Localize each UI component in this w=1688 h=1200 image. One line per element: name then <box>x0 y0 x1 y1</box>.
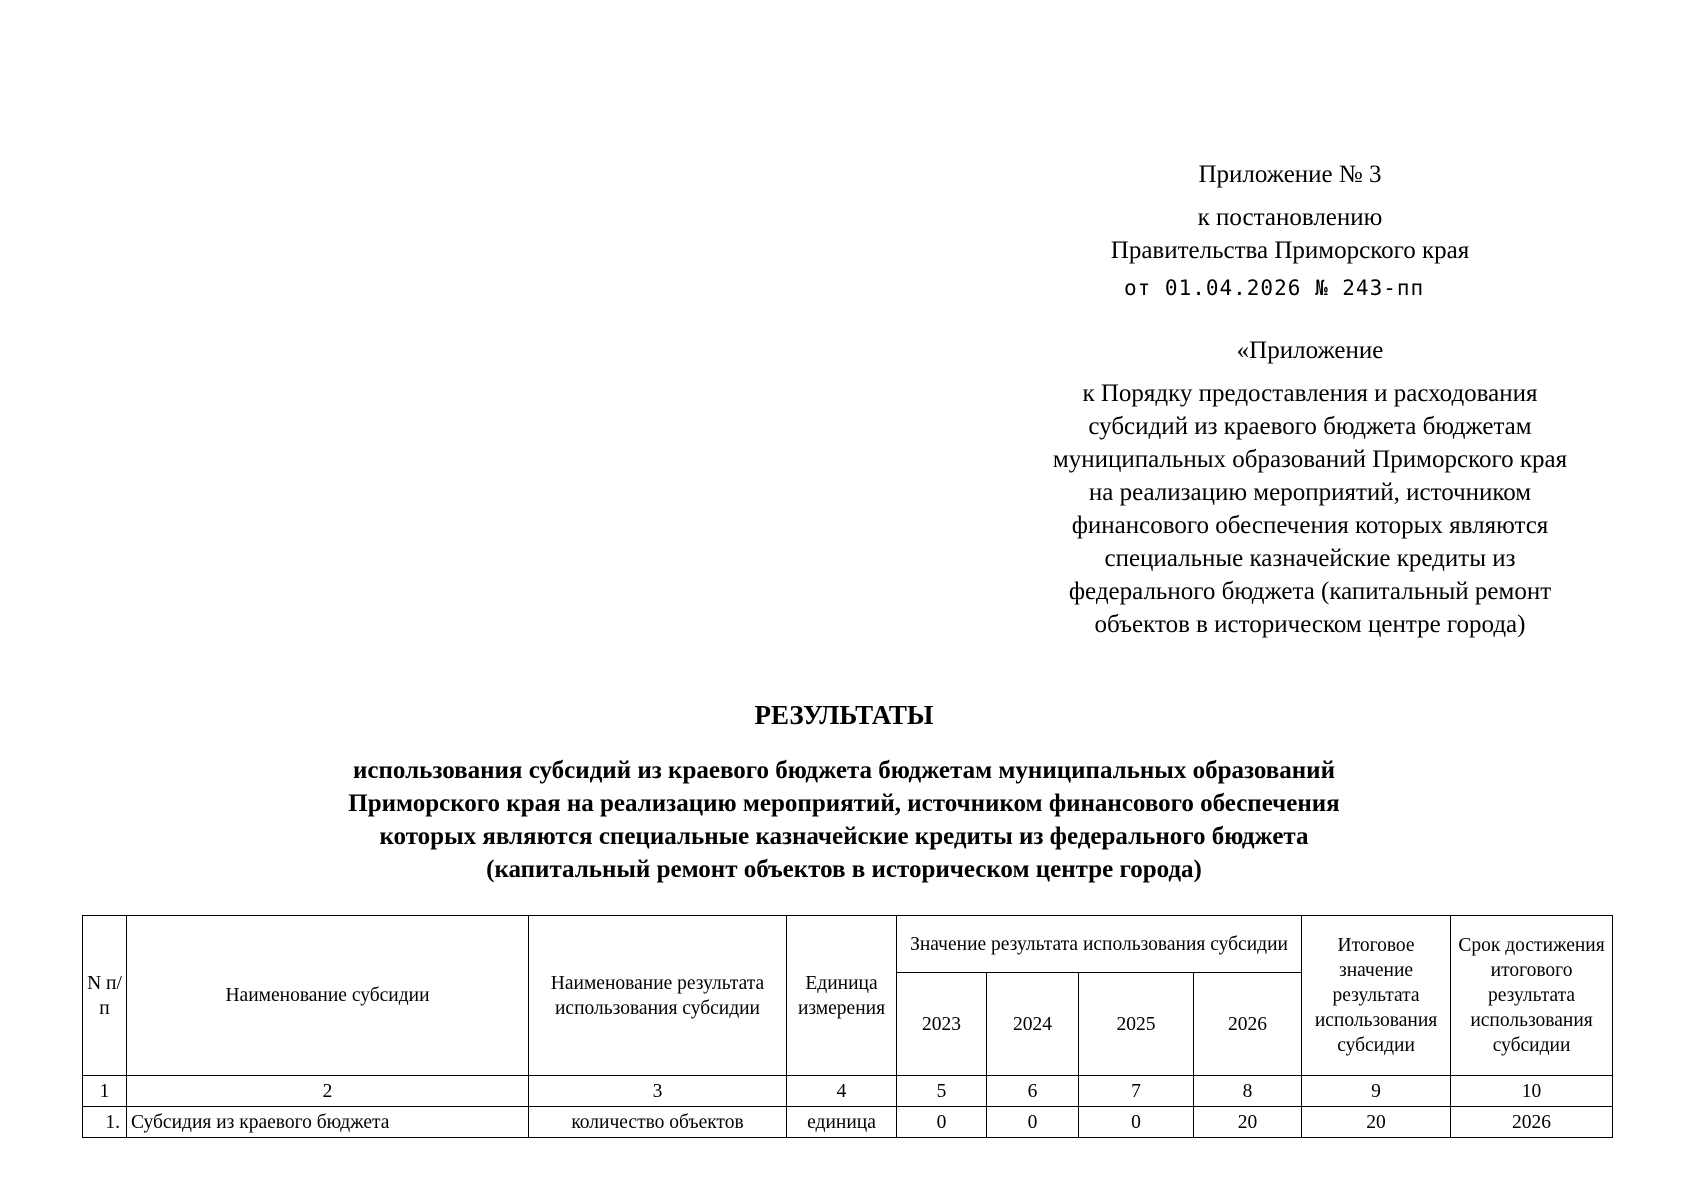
cell-result-name: количество объектов <box>529 1107 787 1138</box>
header-year: 2023 <box>897 973 987 1076</box>
column-number: 7 <box>1079 1076 1194 1107</box>
cell-num: 1. <box>83 1107 127 1138</box>
document-subtitle-line: которых являются специальные казначейские кредиты из федерального бюджета <box>379 823 1309 850</box>
inner-appendix-line: специальные казначейские кредиты из <box>1104 545 1516 572</box>
appendix-header <box>980 158 1600 267</box>
header-result-name: Наименование результата использования субсидии <box>529 916 787 1076</box>
inner-appendix-line: муниципальных образований Приморского края <box>1052 446 1568 473</box>
inner-appendix-header <box>1010 334 1610 641</box>
inner-appendix-title: «Приложение <box>1236 337 1384 364</box>
header-subsidy-name: Наименование субсидии <box>127 916 529 1076</box>
header-year: 2025 <box>1079 973 1194 1076</box>
cell-value-2026: 20 <box>1194 1107 1302 1138</box>
inner-appendix-line: субсидий из краевого бюджета бюджетам <box>1088 413 1532 440</box>
column-number: 10 <box>1451 1076 1613 1107</box>
header-final-value: Итоговое значение результата использования субсидии <box>1302 916 1451 1076</box>
header-num: N п/п <box>83 916 127 1076</box>
inner-appendix-line: к Порядку предоставления и расходования <box>1082 380 1538 407</box>
column-number: 2 <box>127 1076 529 1107</box>
column-number: 3 <box>529 1076 787 1107</box>
document-subtitle-line: использования субсидий из краевого бюджета бюджетам муниципальных образований <box>353 757 1335 784</box>
header-year: 2024 <box>987 973 1079 1076</box>
column-number: 5 <box>897 1076 987 1107</box>
inner-appendix-line: федерального бюджета (капитальный ремонт <box>1068 578 1552 605</box>
header-deadline: Срок достижения итогового результата использования субсидии <box>1451 916 1613 1076</box>
appendix-government: Правительства Приморского края <box>1110 237 1470 264</box>
cell-value-2025: 0 <box>1079 1107 1194 1138</box>
cell-deadline: 2026 <box>1451 1107 1613 1138</box>
cell-value-2023: 0 <box>897 1107 987 1138</box>
cell-final-value: 20 <box>1302 1107 1451 1138</box>
inner-appendix-line: объектов в историческом центре города) <box>1094 611 1526 638</box>
header-unit: Единица измерения <box>787 916 897 1076</box>
column-number: 1 <box>83 1076 127 1107</box>
appendix-to-resolution: к постановлению <box>1197 204 1383 231</box>
column-number: 9 <box>1302 1076 1451 1107</box>
inner-appendix-line: на реализацию мероприятий, источником <box>1088 479 1532 506</box>
appendix-title: Приложение № 3 <box>1198 161 1382 188</box>
column-number: 6 <box>987 1076 1079 1107</box>
inner-appendix-line: финансового обеспечения которых являются <box>1071 512 1549 539</box>
decree-number: от 01.04.2026 № 243-пп <box>1124 276 1425 300</box>
table-row <box>83 1107 1613 1138</box>
cell-subsidy-name: Субсидия из краевого бюджета <box>127 1107 529 1138</box>
cell-value-2024: 0 <box>987 1107 1079 1138</box>
column-number: 4 <box>787 1076 897 1107</box>
column-numbers-row <box>83 1076 1613 1107</box>
results-table <box>82 915 1613 1138</box>
cell-unit: единица <box>787 1107 897 1138</box>
document-title: РЕЗУЛЬТАТЫ <box>754 700 934 730</box>
document-subtitle-line: Приморского края на реализацию мероприятий, источником финансового обеспечения <box>348 790 1340 817</box>
document-subtitle-line: (капитальный ремонт объектов в историческом центре города) <box>486 856 1202 883</box>
header-year: 2026 <box>1194 973 1302 1076</box>
header-value-group: Значение результата использования субсидии <box>897 916 1302 973</box>
column-number: 8 <box>1194 1076 1302 1107</box>
document-subtitle <box>200 754 1488 886</box>
table-header-row <box>83 916 1613 973</box>
